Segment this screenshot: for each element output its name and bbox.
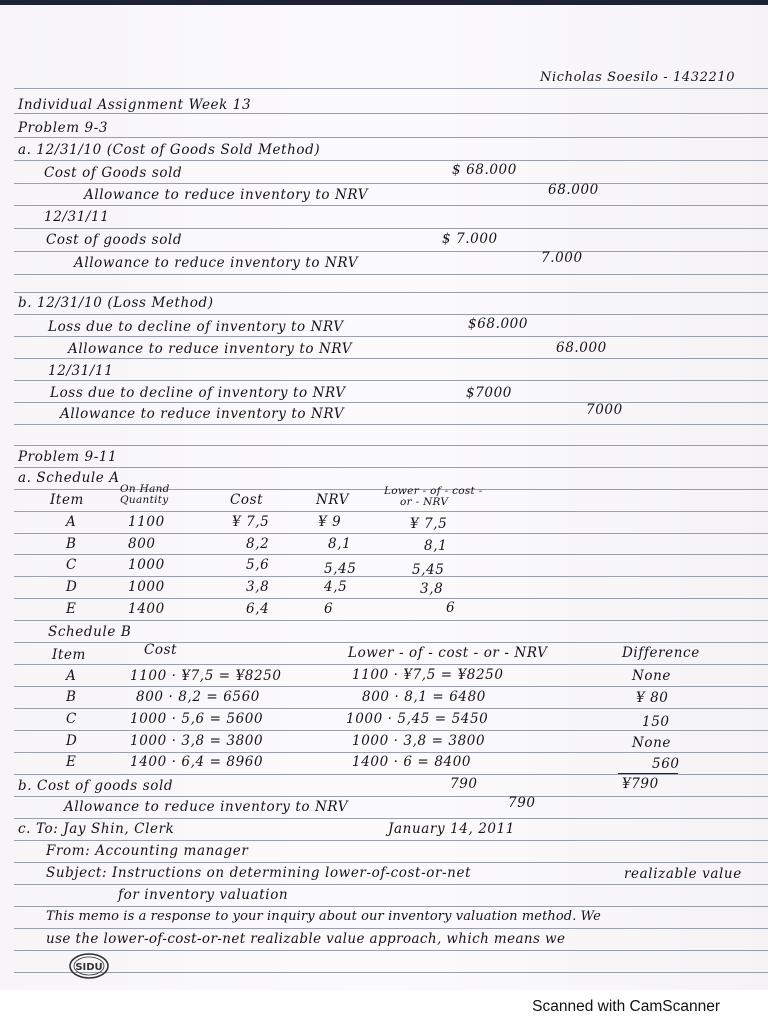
part-b-credit-amount: 790	[508, 795, 536, 811]
ruled-line	[14, 88, 768, 89]
ruled-line	[14, 686, 768, 687]
ruled-line	[14, 205, 768, 206]
ruled-line	[14, 113, 768, 114]
difference-total: ¥790	[622, 776, 659, 792]
journal-credit-text: Allowance to reduce inventory to NRV	[60, 406, 345, 422]
assignment-title: Individual Assignment Week 13	[18, 97, 252, 113]
cell-quantity: 800	[128, 536, 156, 552]
ruled-line	[14, 424, 768, 425]
schedule-b-title: Schedule B	[48, 624, 132, 640]
cell-difference: None	[632, 668, 672, 684]
memo-from: From: Accounting manager	[46, 843, 249, 859]
column-header-cost: Cost	[144, 642, 178, 658]
journal-date: 12/31/11	[48, 363, 114, 379]
cell-difference: None	[632, 735, 672, 751]
cell-lower-calc: 1400 · 6 = 8400	[352, 754, 472, 770]
cell-lower-calc: 800 · 8,1 = 6480	[362, 689, 486, 705]
ruled-line	[14, 554, 768, 555]
cell-lower-calc: 1000 · 5,45 = 5450	[346, 711, 489, 727]
ruled-line	[14, 928, 768, 929]
part-a-heading: a. 12/31/10 (Cost of Goods Sold Method)	[18, 142, 321, 158]
ruled-line	[14, 336, 768, 337]
ruled-line	[14, 752, 768, 753]
cell-lower: 5,45	[412, 562, 445, 578]
part-b-credit-text: Allowance to reduce inventory to NRV	[64, 799, 349, 815]
ruled-line	[14, 884, 768, 885]
cell-difference: 560	[652, 756, 680, 772]
problem-9-11-heading: Problem 9-11	[18, 449, 118, 465]
journal-debit-amount: $ 7.000	[442, 231, 498, 247]
journal-debit-text: Cost of Goods sold	[44, 165, 183, 181]
cell-cost: 5,6	[246, 557, 270, 573]
cell-lower: 6	[446, 600, 456, 616]
cell-difference: ¥ 80	[636, 690, 669, 706]
scanner-watermark: Scanned with CamScanner	[532, 998, 720, 1015]
cell-item: D	[66, 733, 78, 749]
cell-quantity: 1000	[128, 557, 165, 573]
ruled-line	[14, 576, 768, 577]
cell-item: B	[66, 689, 77, 705]
ruled-line	[14, 160, 768, 161]
cell-item: C	[66, 557, 77, 573]
ruled-line	[14, 642, 768, 643]
ruled-line	[14, 664, 768, 665]
cell-cost-calc: 800 · 8,2 = 6560	[136, 689, 260, 705]
ruled-line	[14, 840, 768, 841]
cell-lower-calc: 1000 · 3,8 = 3800	[352, 733, 486, 749]
cell-item: E	[66, 601, 77, 617]
cell-cost: 3,8	[246, 579, 270, 595]
ruled-line	[14, 620, 768, 621]
cell-quantity: 1000	[128, 579, 165, 595]
ruled-line	[14, 402, 768, 403]
journal-debit-text: Loss due to decline of inventory to NRV	[50, 385, 346, 401]
column-header-item: Item	[50, 492, 84, 508]
ruled-line	[14, 314, 768, 315]
cell-quantity: 1400	[128, 601, 165, 617]
ruled-line	[14, 862, 768, 863]
ruled-line	[14, 292, 768, 293]
problem-9-3-heading: Problem 9-3	[18, 120, 109, 136]
ruled-line	[14, 274, 768, 275]
cell-lower-calc: 1100 · ¥7,5 = ¥8250	[352, 667, 504, 683]
cell-nrv: ¥ 9	[318, 514, 342, 530]
memo-subject-line2: for inventory valuation	[118, 887, 289, 903]
cell-item: E	[66, 754, 77, 770]
journal-credit-amount: 68.000	[548, 182, 599, 198]
cell-item: A	[66, 514, 77, 530]
journal-debit-amount: $68.000	[468, 316, 529, 332]
journal-credit-text: Allowance to reduce inventory to NRV	[84, 187, 369, 203]
cell-lower: 3,8	[420, 581, 444, 597]
column-header-difference: Difference	[622, 645, 700, 661]
ruled-line	[14, 137, 768, 138]
journal-date: 12/31/11	[44, 209, 110, 225]
cell-item: C	[66, 711, 77, 727]
journal-credit-amount: 7000	[586, 402, 623, 418]
ruled-line	[14, 228, 768, 229]
cell-cost: 8,2	[246, 536, 270, 552]
journal-debit-amount: $ 68.000	[452, 162, 517, 178]
journal-credit-text: Allowance to reduce inventory to NRV	[74, 255, 359, 271]
schedule-a-title: a. Schedule A	[18, 470, 120, 486]
column-header-lower-line2: or - NRV	[400, 496, 449, 508]
cell-nrv: 4,5	[324, 579, 348, 595]
cell-cost-calc: 1000 · 5,6 = 5600	[130, 711, 264, 727]
cell-item: D	[66, 579, 78, 595]
column-header-quantity-line2: Quantity	[120, 494, 169, 506]
difference-total-rule	[618, 773, 678, 774]
notebook-logo	[68, 951, 110, 981]
journal-credit-amount: 68.000	[556, 340, 607, 356]
ruled-line	[14, 796, 768, 797]
ruled-line	[14, 774, 768, 775]
cell-cost: 6,4	[246, 601, 270, 617]
memo-subject: Subject: Instructions on determining lower-of-cost-or-net	[46, 865, 472, 881]
ruled-line	[14, 183, 768, 184]
ruled-line	[14, 598, 768, 599]
cell-quantity: 1100	[128, 514, 165, 530]
cell-item: B	[66, 536, 77, 552]
ruled-line	[14, 467, 768, 468]
ruled-line	[14, 906, 768, 907]
scan-top-edge	[0, 0, 768, 5]
journal-debit-amount: $7000	[466, 385, 512, 401]
ruled-line	[14, 358, 768, 359]
memo-body-line1: This memo is a response to your inquiry about our inventory valuation method. We	[46, 909, 601, 924]
journal-debit-text: Cost of goods sold	[46, 232, 183, 248]
memo-subject-end: realizable value	[624, 866, 742, 882]
cell-cost-calc: 1100 · ¥7,5 = ¥8250	[130, 668, 282, 684]
cell-difference: 150	[642, 714, 670, 730]
journal-debit-text: Loss due to decline of inventory to NRV	[48, 319, 344, 335]
cell-item: A	[66, 668, 77, 684]
cell-cost-calc: 1400 · 6,4 = 8960	[130, 754, 264, 770]
memo-to: c. To: Jay Shin, Clerk	[18, 821, 175, 837]
cell-nrv: 5,45	[324, 561, 357, 577]
cell-cost: ¥ 7,5	[232, 514, 270, 530]
ruled-line	[14, 511, 768, 512]
ruled-line	[14, 533, 768, 534]
ruled-line	[14, 730, 768, 731]
ruled-line	[14, 818, 768, 819]
student-name-id: Nicholas Soesilo - 1432210	[540, 70, 736, 85]
column-header-quantity-line1: On Hand	[120, 483, 170, 495]
part-b-debit-text: b. Cost of goods sold	[18, 778, 174, 794]
journal-credit-amount: 7.000	[541, 250, 583, 266]
journal-credit-text: Allowance to reduce inventory to NRV	[68, 341, 353, 357]
column-header-lower-line1: Lower - of - cost -	[384, 485, 483, 497]
ruled-line	[14, 251, 768, 252]
ruled-line	[14, 972, 768, 973]
ruled-line	[14, 380, 768, 381]
cell-nrv: 6	[324, 601, 334, 617]
column-header-cost: Cost	[230, 492, 264, 508]
cell-cost-calc: 1000 · 3,8 = 3800	[130, 733, 264, 749]
memo-date: January 14, 2011	[388, 821, 515, 837]
part-b-debit-amount: 790	[450, 776, 478, 792]
memo-body-line2: use the lower-of-cost-or-net realizable value approach, which means we	[46, 931, 566, 947]
ruled-line	[14, 445, 768, 446]
part-b-heading: b. 12/31/10 (Loss Method)	[18, 295, 214, 311]
column-header-lower: Lower - of - cost - or - NRV	[348, 645, 548, 661]
ruled-line	[14, 950, 768, 951]
column-header-item: Item	[52, 647, 86, 663]
column-header-nrv: NRV	[316, 492, 350, 508]
cell-lower: ¥ 7,5	[410, 516, 448, 532]
cell-nrv: 8,1	[328, 536, 352, 552]
notebook-logo-text: SIDU	[75, 962, 103, 973]
cell-lower: 8,1	[424, 538, 448, 554]
scanner-footer	[0, 990, 768, 1024]
ruled-line	[14, 708, 768, 709]
